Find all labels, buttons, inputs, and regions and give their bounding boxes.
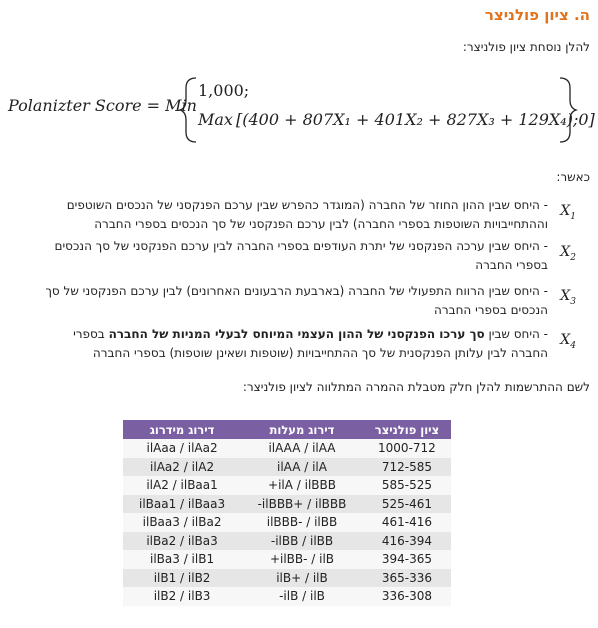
maalot-cell: ilBB / ilBB- [241, 532, 363, 551]
table-row [123, 458, 451, 477]
table-row [123, 476, 451, 495]
maalot-cell: ilBB- / ilB+ [241, 550, 363, 569]
table-row [123, 532, 451, 551]
maalot-cell: ilB+ / ilB [241, 569, 363, 588]
header-midroog-rating: דירוג מידרוג [123, 420, 241, 439]
header-maalot-rating: דירוג מעלות [241, 420, 363, 439]
variable-x4: $X_4$ [560, 332, 576, 351]
definition-x4-prefix: - היחס שבין [484, 327, 548, 341]
header-polanizter-score: ציון פולניצר [363, 420, 451, 439]
table-row [123, 550, 451, 569]
variable-x3: $X_3$ [560, 288, 576, 307]
score-cell: 525-461 [363, 495, 451, 514]
score-cell: 394-365 [363, 550, 451, 569]
intro-text: להלן נוסחת ציון פולניצר: [462, 40, 590, 54]
maalot-cell: ilAAA / ilAA [241, 439, 363, 458]
score-cell: 336-308 [363, 587, 451, 606]
score-cell: 461-416 [363, 513, 451, 532]
variable-x2: $X_2$ [560, 244, 576, 263]
midroog-cell: ilBaa1 / ilBaa3 [123, 495, 241, 514]
midroog-cell: ilB1 / ilB2 [123, 569, 241, 588]
maalot-cell: ilB / ilB- [241, 587, 363, 606]
table-row [123, 513, 451, 532]
midroog-cell: ilBa2 / ilBa3 [123, 532, 241, 551]
definition-x4-suffix: בספרי החברה לבין עלותן הפנקסנית של סך ההתחייבויות (שוטפות ושאינן שוטפות) בספרי החברה [73, 327, 548, 360]
table-row [123, 569, 451, 588]
midroog-cell: ilAa2 / ilA2 [123, 458, 241, 477]
maalot-cell: ilA / ilBBB+ [241, 476, 363, 495]
score-cell: 365-336 [363, 569, 451, 588]
formula-max: Max [198, 110, 233, 129]
table-row [123, 495, 451, 514]
score-cell: 1000-712 [363, 439, 451, 458]
midroog-cell: ilB2 / ilB3 [123, 587, 241, 606]
where-label: כאשר: [556, 170, 590, 184]
definition-x1: - היחס שבין ההון החוזר של החברה (המוגדר כהפרש שבין ערכם הפנקסני של הנכסים השוטפים וההתחייבויות השוטפות בספרי החברה) לבין ערכם הפנקסני של סך הנכסים בספרי החברה [66, 198, 548, 231]
formula-lhs: Polanizter Score = Min [8, 96, 197, 115]
table-row [123, 587, 451, 606]
score-cell: 416-394 [363, 532, 451, 551]
maalot-cell: ilBBB+ / ilBBB- [241, 495, 363, 514]
polanizter-formula [0, 70, 598, 150]
midroog-cell: ilAaa / ilAa2 [123, 439, 241, 458]
midroog-cell: ilBa3 / ilB1 [123, 550, 241, 569]
section-title: ה. ציון פולניצר [484, 6, 590, 24]
table-row [123, 439, 451, 458]
definition-x3: - היחס שבין הרווח התפעולי של החברה (בארבעת הרבעונים האחרונים) לבין ערכם הפנקסני של סך הנכסים בספרי החברה [45, 284, 548, 317]
maalot-cell: ilAA / ilA [241, 458, 363, 477]
definition-x4-bold: סך ערכו הפנקסני של ההון העצמי המיוחס לבעלי המניות של החברה [108, 327, 485, 341]
midroog-cell: ilA2 / ilBaa1 [123, 476, 241, 495]
rating-conversion-table [123, 420, 451, 606]
score-cell: 712-585 [363, 458, 451, 477]
definition-x4 [38, 325, 548, 363]
midroog-cell: ilBaa3 / ilBa2 [123, 513, 241, 532]
score-cell: 585-525 [363, 476, 451, 495]
table-caption: לשם ההתרשמות להלן חלק מטבלת ההמרה המתלווה לציון פולניצר: [242, 380, 590, 394]
definition-x2: - היחס שבין ערכה הפנקסני של יתרת העודפים בספרי החברה לבין ערכם הפנקסני של סך הנכסים בספרי החברה [54, 239, 548, 272]
variable-x1: $X_1$ [560, 203, 576, 222]
formula-max-body: [(400 + 807X₁ + 401X₂ + 827X₃ + 129X₄);0] [236, 110, 595, 129]
maalot-cell: ilBBB- / ilBB [241, 513, 363, 532]
table-header-row [123, 420, 451, 439]
formula-line1: 1,000; [198, 81, 250, 100]
